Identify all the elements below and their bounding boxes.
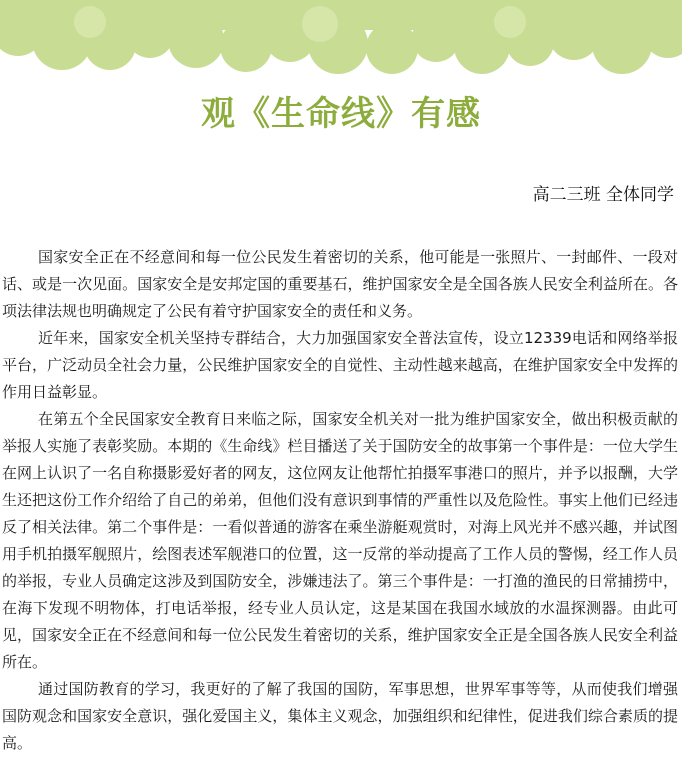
byline: 高二三班 全体同学 xyxy=(532,185,674,205)
paragraph: 在第五个全民国家安全教育日来临之际，国家安全机关对一批为维护国家安全，做出积极贡献的举报人实施了表彰奖励。本期的《生命线》栏目播送了关于国防安全的故事第一个事件是：一位大学生在网上认识了一名自称摄影爱好者的网友，这位网友让他帮忙拍摄军事港口的照片，并予以报酬，大学生还把这份工作介绍给了自己的弟弟，但他们没有意识到事情的严重性以及危险性。事实上他们已经违反了相关法律。第二个事件是：一看似普通的游客在乘坐游艇观赏时，对海上风光并不感兴趣，并试图用手机拍摄军舰照片，绘图表述军舰港口的位置，这一反常的举动提高了工作人员的警惕，经工作人员的举报，专业人员确定这涉及到国防安全，涉嫌违法了。第三个事件是：一打渔的渔民的日常捕捞中，在海下发现不明物体，打电话举报，经专业人员认定，这是某国在我国水域放的水温探测器。由此可见，国家安全正在不经意间和每一位公民发生着密切的关系，维护国家安全正是全国各族人民安全利益所在。 xyxy=(2,410,678,671)
paragraph: 通过国防教育的学习，我更好的了解了我国的国防，军事思想，世界军事等等，从而使我们增强国防观念和国家安全意识，强化爱国主义，集体主义观念，加强组织和纪律性，促进我们综合素质的提高。 xyxy=(2,680,678,752)
article-body xyxy=(2,244,678,757)
page-title: 观《生命线》有感 xyxy=(201,94,481,134)
paragraph: 近年来，国家安全机关坚持专群结合，大力加强国家安全普法宣传，设立12339电话和网络举报平台，广泛动员全社会力量，公民维护国家安全的自觉性、主动性越来越高，在维护国家安全中发挥的作用日益彰显。 xyxy=(2,329,678,401)
paragraph: 国家安全正在不经意间和每一位公民发生着密切的关系，他可能是一张照片、一封邮件、一段对话、或是一次见面。国家安全是安邦定国的重要基石，维护国家安全是全国各族人民安全利益所在。各项法律法规也明确规定了公民有着守护国家安全的责任和义务。 xyxy=(2,248,678,320)
cloud-banner-icon xyxy=(0,0,682,80)
